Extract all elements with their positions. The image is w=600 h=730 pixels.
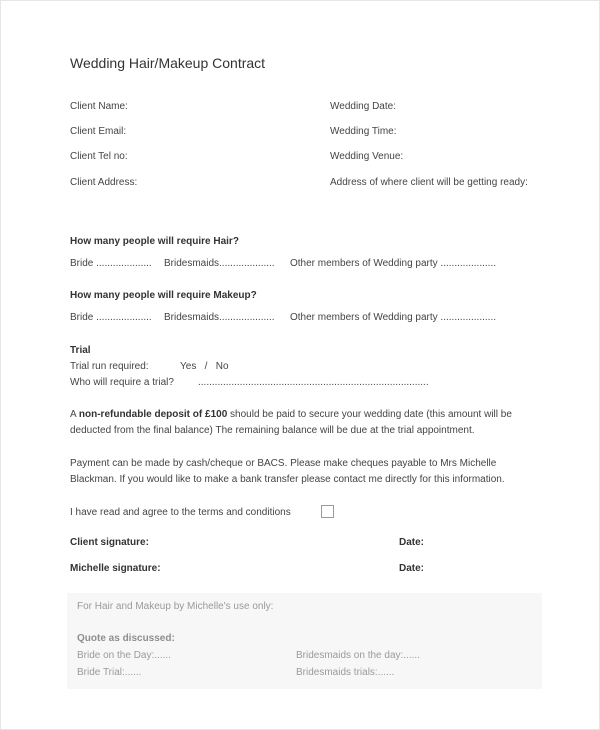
michelle-signature-label: Michelle signature: xyxy=(70,563,161,574)
hair-others-count: Other members of Wedding party .................... xyxy=(290,258,497,269)
michelle-date-label: Date: xyxy=(399,563,425,574)
agree-label: I have read and agree to the terms and conditions xyxy=(70,507,291,518)
trial-heading: Trial xyxy=(70,345,91,356)
trial-who-dots: ................................................................................... xyxy=(198,377,429,388)
trial-who-label: Who will require a trial? xyxy=(70,377,174,388)
bridesmaids-day-label: Bridesmaids on the day:...... xyxy=(296,650,420,661)
payment-paragraph: Payment can be made by cash/cheque or BACS. Please make cheques payable to Mrs Michelle Blackman. If you would like to make a bank transfer please contact me directly for this information. xyxy=(70,458,505,485)
deposit-paragraph: A non-refundable deposit of £100 should be paid to secure your wedding date (this amount will be deducted from the final balance) The remaining balance will be due at the trial appointment. xyxy=(70,409,512,436)
wedding-venue-label: Wedding Venue: xyxy=(330,151,404,162)
hair-heading: How many people will require Hair? xyxy=(70,236,239,247)
hair-bridesmaids-count: Bridesmaids.................... xyxy=(164,258,275,269)
trial-run-options[interactable]: Yes / No xyxy=(180,361,229,372)
client-signature-label: Client signature: xyxy=(70,537,149,548)
hair-bride-count: Bride .................... xyxy=(70,258,152,269)
bride-day-label: Bride on the Day:...... xyxy=(77,650,171,661)
makeup-bride-count: Bride .................... xyxy=(70,312,152,323)
makeup-bridesmaids-count: Bridesmaids.................... xyxy=(164,312,275,323)
client-address-label: Client Address: xyxy=(70,177,138,188)
quote-heading: Quote as discussed: xyxy=(77,633,175,644)
page-title: Wedding Hair/Makeup Contract xyxy=(70,55,266,71)
bride-trial-label: Bride Trial:...... xyxy=(77,667,142,678)
office-use-heading: For Hair and Makeup by Michelle's use only: xyxy=(77,601,274,612)
wedding-time-label: Wedding Time: xyxy=(330,126,397,137)
ready-address-label: Address of where client will be getting ready: xyxy=(330,177,528,188)
agree-checkbox[interactable] xyxy=(321,505,334,518)
client-email-label: Client Email: xyxy=(70,126,127,137)
client-tel-label: Client Tel no: xyxy=(70,151,128,162)
makeup-others-count: Other members of Wedding party .................... xyxy=(290,312,497,323)
client-date-label: Date: xyxy=(399,537,425,548)
bridesmaids-trials-label: Bridesmaids trials:...... xyxy=(296,667,395,678)
client-name-label: Client Name: xyxy=(70,101,128,112)
makeup-heading: How many people will require Makeup? xyxy=(70,290,257,301)
deposit-bold: non-refundable deposit of £100 xyxy=(78,409,228,420)
wedding-date-label: Wedding Date: xyxy=(330,101,396,112)
trial-run-label: Trial run required: xyxy=(70,361,149,372)
